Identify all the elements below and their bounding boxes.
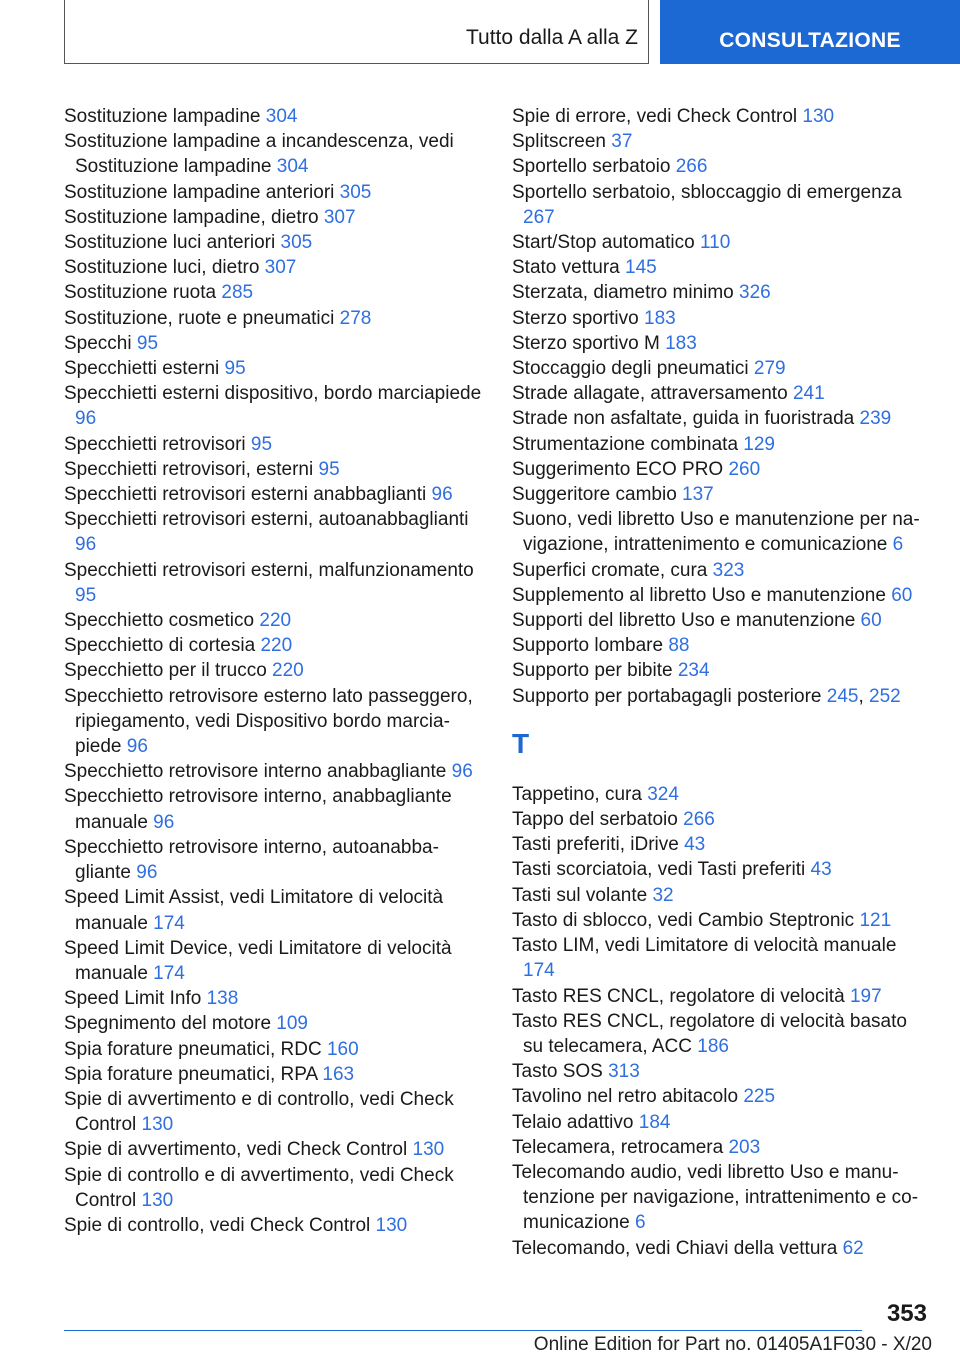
index-page-link[interactable]: 130: [375, 1214, 408, 1236]
index-entry-text: Tappo del serbatoio: [512, 809, 684, 831]
index-entry-text: Specchietti retrovisori, esterni: [64, 458, 319, 480]
index-entry-text: Spie di controllo e di avvertimento, vedi Check Control: [64, 1164, 454, 1211]
index-entry: [512, 558, 932, 583]
index-entry-text: Specchietto di cortesia: [64, 635, 261, 657]
index-page-link[interactable]: 174: [153, 912, 185, 934]
index-entry-text: Specchietto retrovisore interno, anabbagliante manuale: [64, 786, 452, 833]
index-entry: [512, 154, 932, 179]
index-page-link[interactable]: 323: [712, 559, 745, 581]
index-entry-text: Spie di avvertimento, vedi Check Control: [64, 1139, 413, 1161]
index-page-link[interactable]: 186: [697, 1035, 729, 1057]
index-entry-text: Suggerimento ECO PRO: [512, 458, 729, 480]
index-entry: [64, 381, 484, 431]
index-page-link[interactable]: 245: [826, 685, 859, 707]
index-page-link[interactable]: 95: [250, 433, 273, 455]
index-entry-text: Specchietto retrovisore interno anabbagliante: [64, 761, 452, 783]
index-entry-text: Specchietti retrovisori esterni, malfunzionamento: [64, 559, 474, 581]
index-page-link[interactable]: 279: [753, 358, 786, 380]
index-page-link[interactable]: 266: [675, 156, 708, 178]
index-entry: [64, 280, 484, 305]
index-page-link[interactable]: 174: [523, 960, 555, 982]
index-entry-text: Supplemento al libretto Uso e manutenzione: [512, 584, 892, 606]
index-entry: [64, 482, 484, 507]
index-entry-text: Start/Stop automatico: [512, 232, 700, 254]
index-entry-text: Sostituzione ruota: [64, 282, 222, 304]
index-entry-text: Sportello serbatoio: [512, 156, 676, 178]
index-entry-text: Sostituzione lampadine anteriori: [64, 181, 340, 203]
index-entry-text: Speed Limit Info: [64, 988, 207, 1010]
index-page-link[interactable]: 6: [892, 534, 904, 556]
index-page-link[interactable]: 252: [869, 685, 901, 707]
index-entry-text: Specchietto per il trucco: [64, 660, 273, 682]
index-page-link[interactable]: 326: [739, 282, 771, 304]
index-entry-text: Sterzata, diametro minimo: [512, 282, 740, 304]
index-page-link[interactable]: 88: [668, 635, 690, 657]
index-page-link[interactable]: 324: [647, 783, 679, 805]
index-entry-text: Specchietti retrovisori: [64, 433, 251, 455]
index-entry: [512, 356, 932, 381]
index-entry-text: Tasto RES CNCL, regolatore di velocità: [512, 985, 850, 1007]
index-page-link[interactable]: 43: [810, 859, 832, 881]
index-entry-text: Splitscreen: [512, 131, 612, 153]
index-entry-text: Specchietto retrovisore interno, autoanabbagliante: [64, 836, 439, 884]
index-entry: [512, 1059, 932, 1084]
index-entry: [64, 205, 484, 230]
index-page-link[interactable]: 239: [859, 408, 892, 430]
index-entry: [64, 180, 484, 205]
index-page-link[interactable]: 285: [221, 282, 254, 304]
index-entry: [64, 759, 484, 784]
index-entry-text: Suono, vedi libretto Uso e manutenzione per navigazione, intrattenimento e comunicazione: [512, 509, 920, 556]
index-page-link[interactable]: 160: [326, 1038, 359, 1060]
index-entry-text: Speed Limit Device, vedi Limitatore di velocità manuale: [64, 937, 452, 984]
index-entry: [512, 908, 932, 933]
index-entry: [512, 933, 932, 983]
index-page-link[interactable]: 95: [224, 358, 246, 380]
index-page-link[interactable]: 307: [323, 206, 356, 228]
index-page-link[interactable]: 60: [860, 610, 882, 632]
index-page-link[interactable]: 96: [451, 761, 473, 783]
header-tab-label: CONSULTAZIONE: [719, 29, 901, 52]
index-page-link[interactable]: 96: [126, 736, 148, 758]
index-entry: [64, 784, 484, 834]
index-entry-text: Spie di avvertimento e di controllo, vedi Check Control: [64, 1088, 454, 1136]
index-page-link[interactable]: 220: [259, 610, 292, 632]
index-page-link[interactable]: 267: [523, 206, 555, 228]
index-entry: [64, 885, 484, 935]
index-page-link[interactable]: 203: [728, 1136, 761, 1158]
index-entry: [512, 1236, 932, 1261]
index-entry: [512, 832, 932, 857]
index-entry: [64, 457, 484, 482]
index-entry-text: Suggeritore cambio: [512, 484, 683, 506]
index-entry-text: Strade non asfaltate, guida in fuoristrada: [512, 408, 860, 430]
index-page-link[interactable]: 197: [849, 985, 882, 1007]
index-page-link[interactable]: 130: [141, 1114, 174, 1136]
index-page-link[interactable]: 266: [683, 809, 715, 831]
index-page-link[interactable]: 184: [638, 1111, 671, 1133]
index-page-link[interactable]: 6: [634, 1212, 646, 1234]
index-page-link[interactable]: 304: [276, 156, 309, 178]
index-entry-text: Stato vettura: [512, 257, 626, 279]
header-tab-consultazione[interactable]: [660, 0, 960, 64]
index-page-link[interactable]: 129: [743, 433, 775, 455]
index-page-link[interactable]: 96: [75, 534, 97, 556]
index-entry: [512, 230, 932, 255]
index-entry: [512, 180, 932, 230]
index-page-link[interactable]: 220: [260, 635, 293, 657]
footer-divider: [64, 1330, 862, 1331]
index-entry: [512, 482, 932, 507]
index-entry: [64, 507, 484, 557]
index-page-link[interactable]: 62: [842, 1237, 864, 1259]
index-entry: [512, 608, 932, 633]
index-entry-text: Specchietto retrovisore esterno lato passeggero, ripiegamento, vedi Dispositivo bordo marciapiede: [64, 685, 473, 758]
index-entry-text: Sostituzione luci, dietro: [64, 257, 265, 279]
index-entry: [64, 1037, 484, 1062]
index-entry-text: Tasti preferiti, iDrive: [512, 834, 685, 856]
index-entry: [64, 432, 484, 457]
index-entry: [64, 936, 484, 986]
index-entry-text: Spie di errore, vedi Check Control: [512, 106, 803, 127]
index-page-link[interactable]: 304: [265, 106, 298, 127]
index-entry-text: Sterzo sportivo M: [512, 332, 666, 354]
index-entry: [64, 1011, 484, 1036]
index-column-right: [512, 104, 932, 1261]
index-page-link[interactable]: 95: [318, 458, 340, 480]
index-entry: [512, 1009, 932, 1059]
index-page-link[interactable]: 95: [136, 332, 159, 354]
index-entry-text: Tappetino, cura: [512, 783, 648, 805]
index-entry: [64, 255, 484, 280]
index-page-link[interactable]: 130: [141, 1189, 174, 1211]
index-page-link[interactable]: 137: [682, 484, 714, 506]
page-number: 353: [886, 1300, 927, 1327]
index-page-link[interactable]: 305: [280, 232, 313, 254]
index-page-link[interactable]: 95: [75, 584, 97, 606]
index-entry: [512, 857, 932, 882]
index-entry: [512, 1160, 932, 1236]
index-entry-text: Specchietti esterni: [64, 358, 225, 380]
index-entry-text: Supporti del libretto Uso e manutenzione: [512, 610, 861, 632]
index-entry-text: Tavolino nel retro abitacolo: [512, 1086, 744, 1108]
index-page-link[interactable]: 163: [322, 1063, 355, 1085]
index-page-link[interactable]: 183: [644, 307, 676, 329]
index-page-link[interactable]: 96: [153, 811, 175, 833]
index-entry: [64, 1213, 484, 1238]
index-entry: [512, 583, 932, 608]
index-entry-text: Telecomando audio, vedi libretto Uso e manutenzione per navigazione, intrattenimento e comunicazione: [512, 1161, 919, 1234]
index-entry: [64, 835, 484, 885]
index-entry: [512, 883, 932, 908]
index-entry: [64, 633, 484, 658]
index-page-link[interactable]: 130: [802, 106, 835, 127]
index-entry-text: Sterzo sportivo: [512, 307, 644, 329]
index-entry-text: Specchi: [64, 332, 137, 354]
index-entry: [64, 331, 484, 356]
index-entry: [64, 558, 484, 608]
index-entry-text: Tasto RES CNCL, regolatore di velocità basato su telecamera, ACC: [512, 1010, 907, 1057]
index-entry-text: Tasto LIM, vedi Limitatore di velocità manuale: [512, 935, 897, 957]
index-entry: [512, 1135, 932, 1160]
index-page-link[interactable]: 174: [153, 962, 185, 984]
index-entry: [512, 1110, 932, 1135]
index-entry-text: Tasti scorciatoia, vedi Tasti preferiti: [512, 859, 811, 881]
index-page-link[interactable]: 130: [412, 1139, 445, 1161]
index-entry: [512, 507, 932, 557]
index-entry: [512, 306, 932, 331]
index-page-link[interactable]: 110: [700, 232, 731, 254]
index-entry: [512, 984, 932, 1009]
index-entry: [512, 633, 932, 658]
index-entry-text: Specchietti esterni dispositivo, bordo marciapiede: [64, 383, 482, 405]
index-entry-text: Strumentazione combinata: [512, 433, 744, 455]
index-entry: [64, 658, 484, 683]
index-entry: [64, 1163, 484, 1213]
index-entry: [64, 306, 484, 331]
index-page-link[interactable]: 305: [339, 181, 372, 203]
index-page-link[interactable]: 260: [728, 458, 761, 480]
index-entry-text: Specchietti retrovisori esterni anabbaglianti: [64, 484, 432, 506]
index-entry: [512, 104, 932, 129]
index-page-link[interactable]: 234: [677, 660, 710, 682]
index-entry-text: Sportello serbatoio, sbloccaggio di emergenza: [512, 181, 902, 203]
index-entry: [512, 129, 932, 154]
index-page-link[interactable]: 220: [272, 660, 304, 682]
index-entry-text: Supporto per portabagagli posteriore: [512, 685, 827, 707]
index-page-link[interactable]: 313: [608, 1061, 640, 1083]
index-page-link[interactable]: 225: [743, 1086, 776, 1108]
footer-edition: Online Edition for Part no. 01405A1F030 - X/20: [533, 1334, 932, 1355]
index-entry-text: Strade allagate, attraversamento: [512, 383, 793, 405]
index-entry: [64, 1137, 484, 1162]
index-entry-text: Sostituzione lampadine, dietro: [64, 206, 324, 228]
index-page-link[interactable]: 183: [665, 332, 697, 354]
index-entry: [64, 986, 484, 1011]
index-entry: [512, 457, 932, 482]
index-entry: [512, 1084, 932, 1109]
index-entry: [64, 684, 484, 760]
index-entry: [512, 432, 932, 457]
index-entry: [64, 129, 484, 179]
index-entry: [64, 608, 484, 633]
index-entry: [512, 255, 932, 280]
index-entry-text: Specchietto cosmetico: [64, 610, 260, 632]
index-entry-text: Tasto di sblocco, vedi Cambio Steptronic: [512, 909, 860, 931]
index-entry-text: Speed Limit Assist, vedi Limitatore di velocità manuale: [64, 887, 444, 934]
index-entry-text: Tasti sul volante: [512, 884, 653, 906]
index-entry-text: Sostituzione lampadine: [64, 106, 266, 127]
index-page-link[interactable]: 37: [611, 131, 633, 153]
index-entry-text: Spegnimento del motore: [64, 1013, 277, 1035]
index-entry: [512, 807, 932, 832]
index-page-link[interactable]: 241: [792, 383, 825, 405]
index-entry-text: Telecomando, vedi Chiavi della vettura: [512, 1237, 843, 1259]
index-entry: [512, 331, 932, 356]
index-entry: [512, 406, 932, 431]
index-entry-text: Telecamera, retrocamera: [512, 1136, 729, 1158]
index-page-link[interactable]: 109: [276, 1013, 308, 1035]
index-page-link[interactable]: 138: [206, 988, 239, 1010]
index-entry: [512, 280, 932, 305]
index-entry: [64, 230, 484, 255]
index-page-link[interactable]: 43: [684, 834, 706, 856]
index-entry: [64, 104, 484, 129]
index-page-link[interactable]: 307: [264, 257, 297, 279]
index-entry-text: Sostituzione lampadine a incandescenza, vedi Sostituzione lampadine: [64, 131, 454, 178]
index-entry: [512, 381, 932, 406]
index-entry-text: Spie di controllo, vedi Check Control: [64, 1214, 376, 1236]
index-entry: [512, 658, 932, 683]
index-entry-text: Telaio adattivo: [512, 1111, 639, 1133]
index-entry: Supporto per portabagagli posteriore 245, 252: [512, 685, 901, 707]
index-entry-text: Stoccaggio degli pneumatici: [512, 358, 754, 380]
index-entry-text: Tasto SOS: [512, 1061, 609, 1083]
index-entry-text: Spia forature pneumatici, RDC: [64, 1038, 327, 1060]
index-entry-text: Superfici cromate, cura: [512, 559, 713, 581]
index-page-link[interactable]: 145: [625, 257, 657, 279]
index-page-link[interactable]: 96: [136, 862, 158, 884]
index-column-left: [64, 104, 484, 1238]
index-page-link[interactable]: 278: [339, 307, 372, 329]
index-page-link[interactable]: 60: [891, 584, 913, 606]
index-page-link[interactable]: 96: [75, 408, 97, 430]
index-entry-text: Spia forature pneumatici, RPA: [64, 1063, 323, 1085]
index-letter-heading: T: [512, 727, 530, 759]
index-entry: [64, 356, 484, 381]
index-entry: [64, 1062, 484, 1087]
index-page-link[interactable]: 96: [431, 484, 453, 506]
index-entry-text: Specchietti retrovisori esterni, autoanabbaglianti: [64, 509, 469, 531]
index-entry-text: Sostituzione luci anteriori: [64, 232, 281, 254]
index-entry-text: Supporto per bibite: [512, 660, 678, 682]
index-entry-text: Sostituzione, ruote e pneumatici: [64, 307, 340, 329]
index-entry-text: Supporto lombare: [512, 635, 669, 657]
index-page-link[interactable]: 32: [652, 884, 674, 906]
index-entry: [512, 782, 932, 807]
index-entry: [64, 1087, 484, 1137]
index-page-link[interactable]: 121: [859, 909, 892, 931]
header-section-title: Tutto dalla A alla Z: [466, 26, 638, 49]
